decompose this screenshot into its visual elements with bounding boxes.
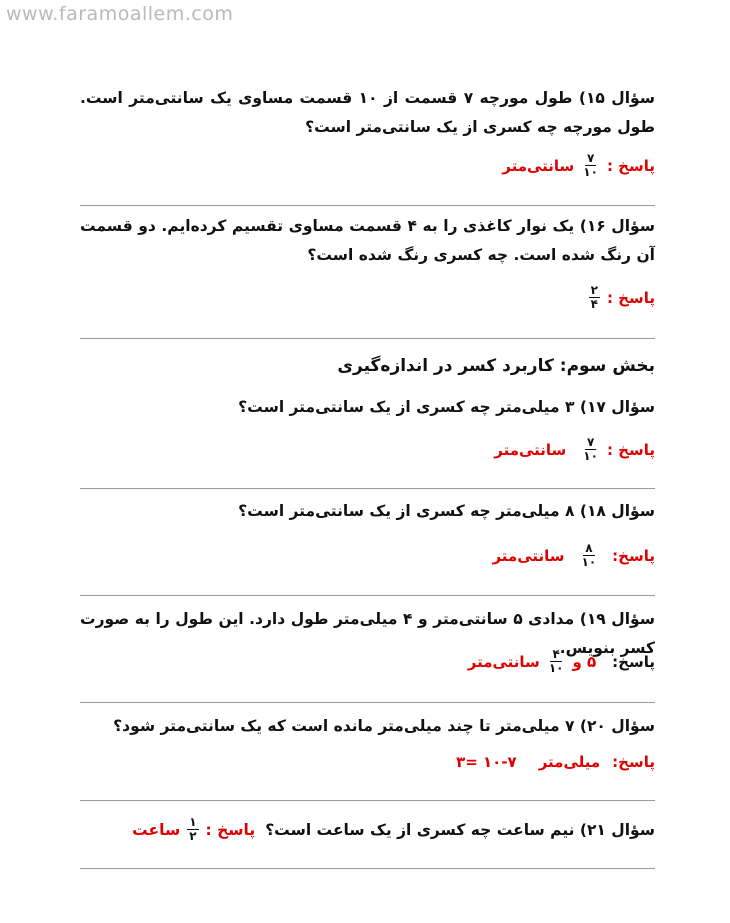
unit: سانتی‌متر	[494, 440, 567, 459]
denominator: ۱۰	[583, 449, 598, 463]
question-17: سؤال ۱۷) ۳ میلی‌متر چه کسری از یک سانتی‌متر است؟	[238, 398, 655, 416]
denominator: ۱۰	[583, 165, 598, 179]
fraction	[581, 436, 600, 463]
unit: سانتی‌متر	[502, 156, 575, 175]
denominator: ۴	[590, 297, 598, 311]
denominator: ۲	[189, 829, 197, 843]
answer-label: پاسخ:	[612, 753, 655, 771]
question-16: سؤال ۱۶) یک نوار کاغذی را به ۴ قسمت مساوی تقسیم کرده‌ایم. دو قسمت آن رنگ شده است. چه کسری رنگ شده است؟	[80, 217, 655, 264]
answer-20	[456, 751, 655, 773]
divider	[80, 702, 655, 703]
numerator: ۷	[586, 151, 595, 165]
answer-label: پاسخ :	[606, 288, 655, 307]
divider	[80, 338, 655, 339]
answer-label: پاسخ :	[205, 820, 256, 839]
numerator: ۱	[189, 815, 197, 829]
unit: سانتی‌متر	[492, 546, 565, 565]
divider	[80, 488, 655, 489]
question-21: سؤال ۲۱) نیم ساعت چه کسری از یک ساعت است؟	[265, 820, 655, 839]
answer-label: پاسخ:	[612, 546, 655, 565]
unit: سانتی‌متر	[467, 652, 540, 671]
answer-label: پاسخ :	[606, 440, 655, 459]
divider	[80, 868, 655, 869]
answer-18	[492, 542, 655, 569]
question-18: سؤال ۱۸) ۸ میلی‌متر چه کسری از یک سانتی‌متر است؟	[238, 502, 655, 520]
divider	[80, 595, 655, 596]
unit: میلی‌متر	[538, 753, 601, 771]
answer-label: پاسخ:	[612, 652, 655, 671]
fraction	[580, 542, 599, 569]
unit: ساعت	[132, 820, 181, 839]
section-title: بخش سوم: کاربرد کسر در اندازه‌گیری	[337, 356, 655, 376]
question-19: سؤال ۱۹) مدادی ۵ سانتی‌متر و ۴ میلی‌متر طول دارد. این طول را به صورت کسر بنویس.	[80, 610, 656, 657]
numerator: ۴	[552, 647, 560, 661]
numerator: ۷	[586, 435, 595, 449]
denominator: ۱۰	[548, 661, 564, 675]
expression: ۱۰-۷ =۳	[456, 753, 517, 771]
answer-label: پاسخ :	[606, 156, 655, 175]
divider	[80, 800, 655, 801]
answer-15	[502, 152, 655, 179]
divider	[80, 205, 655, 206]
fraction	[547, 648, 566, 675]
answer-19	[468, 648, 655, 675]
numerator: ۲	[590, 283, 598, 297]
question-15: سؤال ۱۵) طول مورچه ۷ قسمت از ۱۰ قسمت مساوی یک سانتی‌متر است. طول مورچه چه کسری از یک سانتی‌متر است؟	[80, 89, 655, 136]
answer-17	[494, 436, 655, 463]
numerator: ۸	[585, 541, 593, 555]
question-21-row	[132, 816, 655, 843]
fraction	[581, 152, 600, 179]
fraction	[589, 284, 600, 311]
question-20: سؤال ۲۰) ۷ میلی‌متر تا چند میلی‌متر مانده است که یک سانتی‌متر شود؟	[113, 717, 655, 735]
whole-part: ۵ و	[572, 652, 597, 671]
fraction	[187, 816, 198, 843]
watermark: www.faramoallem.com	[6, 3, 234, 25]
denominator: ۱۰	[581, 555, 597, 569]
answer-16	[586, 284, 655, 311]
